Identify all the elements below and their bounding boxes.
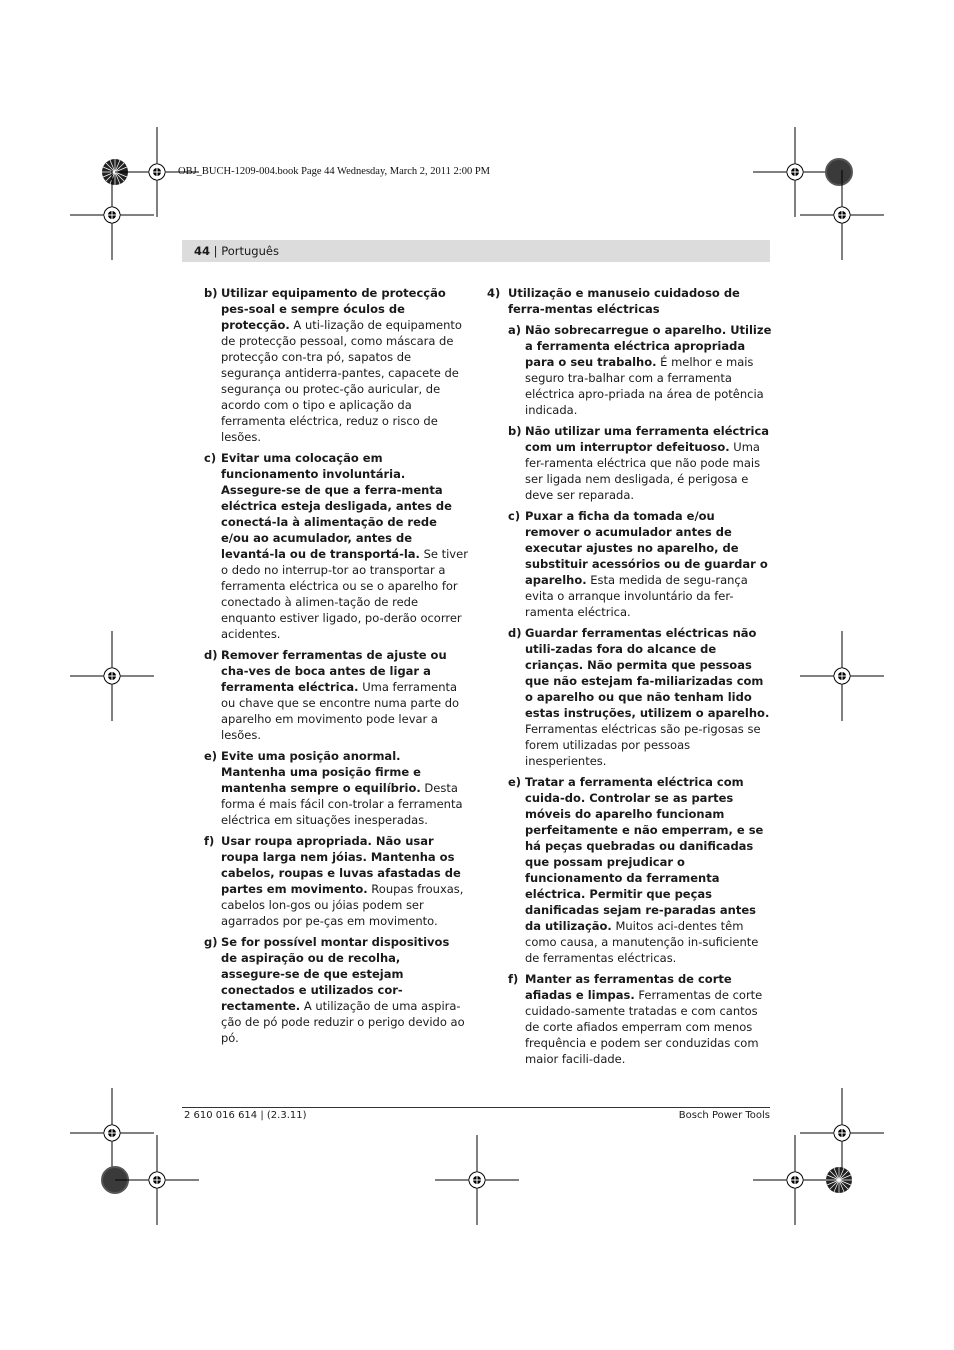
- item-label: b): [204, 286, 218, 300]
- item-body-text: Ferramentas de corte cuidado-samente tratadas e com cantos de corte afiados emperram com menos frequência e podem ser conduzidas com maior facili-dade.: [525, 988, 763, 1066]
- dark-target-icon: [826, 159, 852, 185]
- section-label: 4): [487, 286, 501, 300]
- header-separator: |: [210, 244, 222, 258]
- item-label: c): [508, 509, 521, 523]
- item-body-text: Desta forma é mais fácil con-trolar a ferramenta eléctrica em situações inesperadas.: [221, 781, 463, 827]
- section-items: [508, 322, 772, 1067]
- item-body-text: Uma ferramenta ou chave que se encontre numa parte do aparelho em movimento pode levar a lesões.: [221, 680, 460, 742]
- item-label: g): [204, 935, 218, 949]
- item-bold-text: Manter as ferramentas de corte afiadas e limpas.: [525, 972, 732, 1002]
- crosshair-icon: [70, 1088, 154, 1178]
- item-label: e): [204, 749, 218, 763]
- list-item: [508, 508, 772, 620]
- item-label: c): [204, 451, 217, 465]
- item-body-text: A uti-lização de equipamento de protecção pessoal, como máscara de protecção con-tra pó, sapatos de segurança antiderra-pantes, capacete de segurança ou protec-ção auricular, de acordo com o tipo e aplicação da ferramenta eléctrica, reduz o risco de lesões.: [221, 318, 462, 444]
- list-item: [204, 934, 468, 1046]
- header-language: Português: [221, 244, 279, 258]
- item-body-text: A utilização de uma aspira-ção de pó pode reduzir o perigo devido ao pó.: [221, 999, 465, 1045]
- item-bold-text: Tratar a ferramenta eléctrica com cuida-do. Controlar se as partes móveis do aparelho funcionam perfeitamente e não emperram, e se há peças quebradas ou danificadas que possam prejudicar o funcionamento da ferramenta eléctrica. Permitir que peças danificadas sejam re-paradas antes da utilização.: [525, 775, 764, 933]
- crosshair-icon: [70, 631, 154, 721]
- section-4: [487, 285, 772, 1067]
- item-text: [221, 285, 468, 445]
- item-text: [221, 934, 468, 1046]
- list-item: [508, 774, 772, 966]
- header-text: [194, 244, 279, 258]
- item-bold-text: Não sobrecarregue o aparelho. Utilize a ferramenta eléctrica apropriada para o seu trabalho.: [525, 323, 772, 369]
- item-body-text: Ferramentas eléctricas são pe-rigosas se forem utilizadas por pessoas inesperientes.: [525, 722, 761, 768]
- item-text: [525, 423, 772, 503]
- crosshair-icon: [70, 170, 154, 260]
- item-bold-text: Guardar ferramentas eléctricas não utili-zadas fora do alcance de crianças. Não permita que pessoas que não estejam fa-miliarizadas com o aparelho ou que não tenham lido estas instruções, utilizem o aparelho.: [525, 626, 770, 720]
- item-bold-text: Evitar uma colocação em funcionamento involuntária. Assegure-se de que a ferra-menta eléctrica esteja desligada, antes de conectá-la à alimentação de rede e/ou ao acumulador, antes de levantá-la ou de transportá-la.: [221, 451, 452, 561]
- footer-divider: [182, 1107, 770, 1108]
- page-number: 44: [194, 244, 211, 258]
- item-body-text: Esta medida de segu-rança evita o arranque involuntário da fer-ramenta eléctrica.: [525, 573, 748, 619]
- list-item: [508, 625, 772, 769]
- list-item: [204, 647, 468, 743]
- item-label: f): [204, 834, 215, 848]
- footer-document-number: 2 610 016 614 | (2.3.11): [184, 1110, 307, 1121]
- item-text: [221, 647, 468, 743]
- item-label: a): [508, 323, 522, 337]
- crosshair-icon: [753, 1135, 837, 1225]
- crosshair-icon: [115, 1135, 199, 1225]
- list-item: [204, 833, 468, 929]
- item-label: e): [508, 775, 522, 789]
- item-body-text: Se tiver o dedo no interrup-tor ao transportar a ferramenta eléctrica ou se o aparelho for conectado à alimen-tação de rede enquanto estiver ligado, po-derão ocorrer acidentes.: [221, 547, 468, 641]
- item-body-text: Uma fer-ramenta eléctrica que não pode mais ser ligada nem desligada, é perigosa e deve ser reparada.: [525, 440, 761, 502]
- item-bold-text: Utilizar equipamento de protecção pes-soal e sempre óculos de protecção.: [221, 286, 446, 332]
- item-body-text: É melhor e mais seguro tra-balhar com a ferramenta eléctrica apro-priada na área de potência indicada.: [525, 355, 764, 417]
- item-label: d): [204, 648, 218, 662]
- page-header: [182, 240, 770, 262]
- item-bold-text: Se for possível montar dispositivos de aspiração ou de recolha, assegure-se de que estejam conectados e utilizados cor-rectamente.: [221, 935, 450, 1013]
- right-column: [487, 285, 772, 1072]
- item-body-text: Roupas frouxas, cabelos lon-gos ou jóias podem ser agarrados por pe-ças em movimento.: [221, 882, 464, 928]
- item-bold-text: Remover ferramentas de ajuste ou cha-ves de boca antes de ligar a ferramenta eléctrica.: [221, 648, 447, 694]
- item-label: d): [508, 626, 522, 640]
- item-bold-text: Puxar a ficha da tomada e/ou remover o acumulador antes de executar ajustes no aparelho, de substituir acessórios ou de guardar o aparelho.: [525, 509, 768, 587]
- item-label: f): [508, 972, 519, 986]
- item-bold-text: Evite uma posição anormal. Mantenha uma posição firme e mantenha sempre o equilíbrio.: [221, 749, 421, 795]
- item-text: [525, 625, 772, 769]
- item-text: [221, 833, 468, 929]
- section-title: Utilização e manuseio cuidadoso de ferra-mentas eléctricas: [508, 286, 740, 316]
- item-bold-text: Usar roupa apropriada. Não usar roupa larga nem jóias. Mantenha os cabelos, roupas e luvas afastadas de partes em movimento.: [221, 834, 461, 896]
- list-item: [204, 450, 468, 642]
- footer-brand: Bosch Power Tools: [678, 1110, 770, 1121]
- print-info-line: OBJ_BUCH-1209-004.book Page 44 Wednesday, March 2, 2011 2:00 PM: [178, 166, 490, 177]
- star-target-icon: [826, 1167, 852, 1193]
- item-text: [525, 774, 772, 966]
- crosshair-icon: [800, 170, 884, 260]
- item-bold-text: Não utilizar uma ferramenta eléctrica com um interruptor defeituoso.: [525, 424, 770, 454]
- crosshair-icon: [435, 1135, 519, 1225]
- crosshair-icon: [800, 631, 884, 721]
- list-item: [508, 971, 772, 1067]
- item-text: [525, 322, 772, 418]
- item-text: [525, 971, 772, 1067]
- list-item: [508, 322, 772, 418]
- list-item: [508, 423, 772, 503]
- item-text: [525, 508, 772, 620]
- left-column: [204, 285, 468, 1051]
- item-text: [221, 748, 468, 828]
- list-item: [204, 748, 468, 828]
- item-body-text: Muitos aci-dentes têm como causa, a manutenção in-suficiente de ferramentas eléctricas.: [525, 919, 759, 965]
- list-item: [204, 285, 468, 445]
- item-text: [221, 450, 468, 642]
- crosshair-icon: [800, 1088, 884, 1178]
- item-label: b): [508, 424, 522, 438]
- crosshair-icon: [753, 127, 837, 217]
